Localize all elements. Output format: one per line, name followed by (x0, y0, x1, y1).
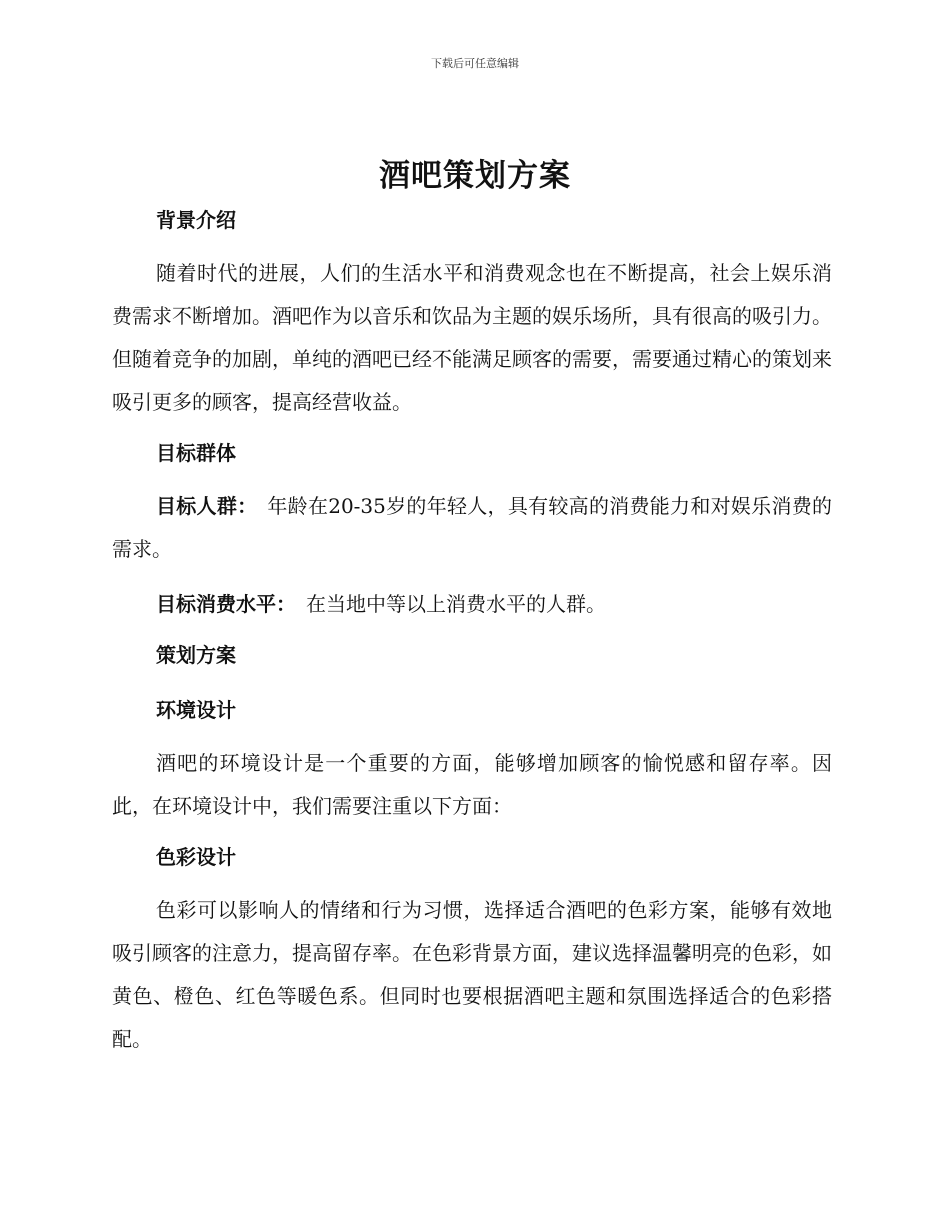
label-target-people: 目标人群： (156, 494, 258, 518)
text-target-people: 年龄在20-35岁的年轻人，具有较高的消费能力和对娱乐消费的需求。 (112, 494, 832, 561)
section-heading-plan: 策划方案 (156, 643, 236, 667)
paragraph-background: 随着时代的进展，人们的生活水平和消费观念也在不断提高，社会上娱乐消费需求不断增加。酒吧作为以音乐和饮品为主题的娱乐场所，具有很高的吸引力。但随着竞争的加剧，单纯的酒吧已经不能满足顾客的需要，需要通过精心的策划来吸引更多的顾客，提高经营收益。 (112, 261, 832, 414)
section-heading-background: 背景介绍 (156, 208, 236, 232)
paragraph-environment: 酒吧的环境设计是一个重要的方面，能够增加顾客的愉悦感和留存率。因此，在环境设计中，我们需要注重以下方面： (112, 751, 832, 818)
document-body (112, 203, 832, 1073)
label-target-level: 目标消费水平： (156, 592, 296, 616)
document-title: 酒吧策划方案 (379, 158, 571, 194)
page-header-note: 下载后可任意编辑 (431, 57, 519, 70)
section-heading-target: 目标群体 (156, 441, 236, 465)
paragraph-target-level (112, 583, 832, 626)
section-heading-environment: 环境设计 (156, 698, 236, 722)
paragraph-color: 色彩可以影响人的情绪和行为习惯，选择适合酒吧的色彩方案，能够有效地吸引顾客的注意力，提高留存率。在色彩背景方面，建议选择温馨明亮的色彩，如黄色、橙色、红色等暖色系。但同时也要根据酒吧主题和氛围选择适合的色彩搭配。 (112, 898, 832, 1051)
paragraph-target-people (112, 485, 832, 571)
text-target-level: 在当地中等以上消费水平的人群。 (306, 592, 606, 616)
section-heading-color: 色彩设计 (156, 845, 236, 869)
